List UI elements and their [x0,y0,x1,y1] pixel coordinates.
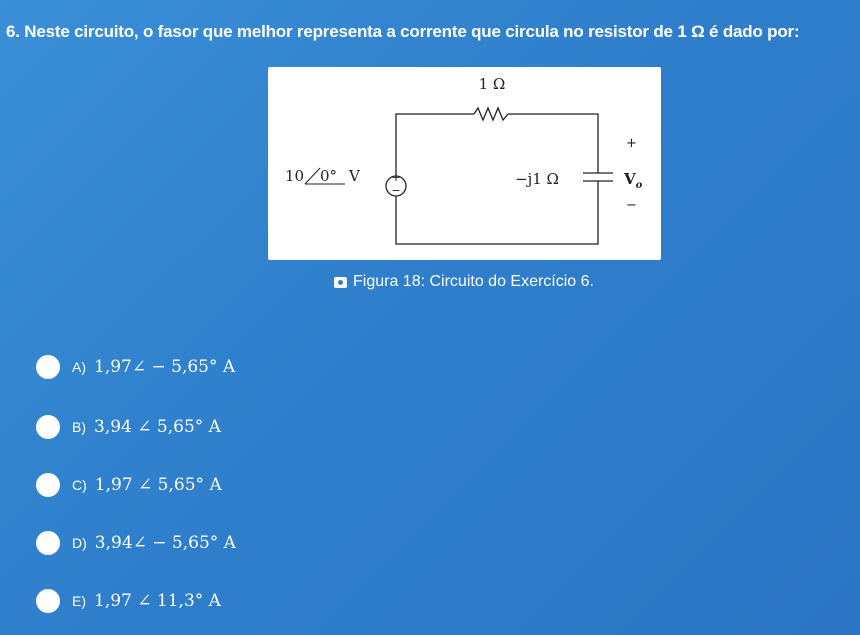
option-letter: B) [72,419,86,435]
vo-plus-sign: + [626,136,637,151]
angle-symbol-slant [305,168,320,184]
source-magnitude-label: 10 [285,167,305,185]
vo-minus-sign: − [626,198,637,213]
capacitor-label: −j1 Ω [515,170,559,188]
source-minus-sign: − [391,184,401,197]
resistor-label: 1 Ω [478,75,506,93]
source-unit: V [349,167,360,185]
option-letter: D) [72,535,87,551]
bottom-wire [396,181,598,244]
caption-text: Figura 18: Circuito do Exercício 6. [353,273,594,290]
option-text: 3,94 ∠ 5,65° A [94,417,221,437]
vo-subscript: o [635,180,643,191]
option-d[interactable] [36,531,236,555]
circuit-diagram [268,67,661,260]
circuit-figure [268,67,661,260]
option-text: 1,97 ∠ 11,3° A [94,591,221,611]
question-text: 6. Neste circuito, o fasor que melhor representa a corrente que circula no resistor de 1 Ω é dado por: [6,22,800,41]
vo-label [623,170,643,191]
option-b[interactable] [36,415,221,439]
radio-button-icon[interactable] [36,473,60,497]
option-a[interactable] [36,355,235,379]
top-wire-left [396,114,474,177]
resistor-symbol [474,108,508,120]
radio-button-icon[interactable] [36,355,60,379]
vo-letter: V [624,170,636,188]
option-letter: C) [72,477,87,493]
source-angle: 0° [320,167,338,185]
option-c[interactable] [36,473,222,497]
option-letter: A) [72,359,86,375]
option-text: 3,94∠ − 5,65° A [94,533,236,553]
option-text: 1,97∠ − 5,65° A [94,357,236,377]
option-letter: E) [72,593,86,609]
radio-button-icon[interactable] [36,589,60,613]
option-text: 1,97 ∠ 5,65° A [94,475,222,495]
radio-button-icon[interactable] [36,415,60,439]
radio-button-icon[interactable] [36,531,60,555]
camera-icon [334,277,347,288]
source-plus-sign: + [391,171,401,184]
top-wire-right [508,114,598,173]
figure-caption [334,273,594,291]
option-e[interactable] [36,589,221,613]
